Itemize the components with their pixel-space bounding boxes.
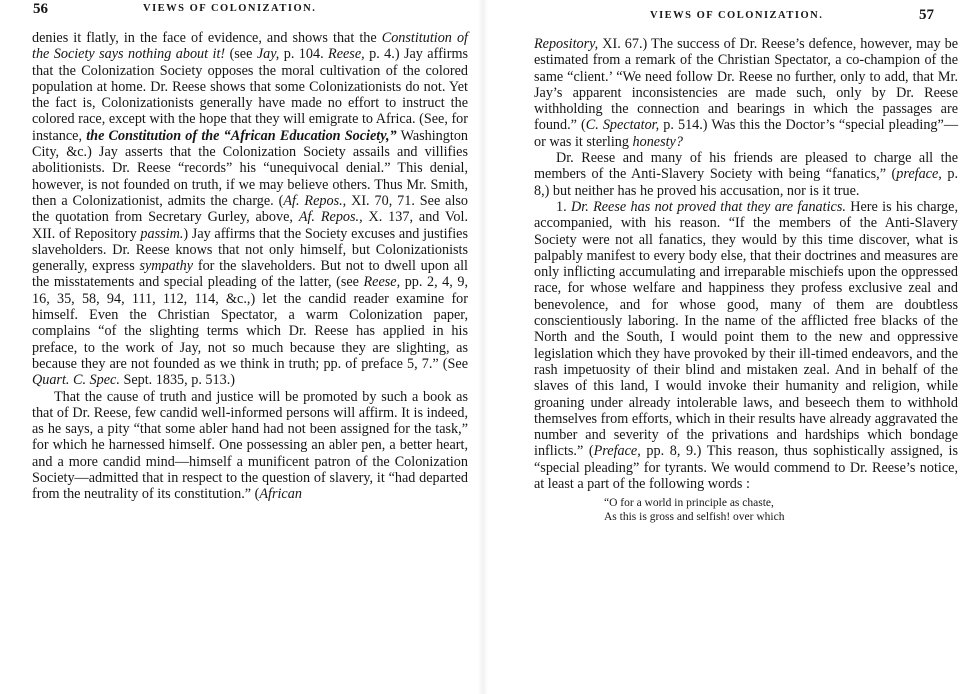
verse-quote bbox=[604, 496, 958, 524]
right-page-body bbox=[534, 36, 958, 524]
page-number: 56 bbox=[33, 1, 48, 17]
left-page-header bbox=[0, 0, 480, 26]
paragraph: denies it flatly, in the face of evidence, and shows that the Constitution of the Society says nothing about it! (see Jay, p. 104. Reese, p. 4.) Jay affirms that the Colonization Society opposes the moral cultivation of the colored population at home. Dr. Reese shows that some Colonizationists do not. Yet the fact is, Colonizationists generally have made no effort to instruct the colored race, except with the hope that they will emigrate to Africa. (See, for instance, the Constitution of the “African Education Society,” Washington City, &c.) Jay asserts that the Colonization Society assails and villifies abolitionists. Dr. Reese “records” his “unequivocal denial.” This denial, however, is not founded on truth, if we may believe others. Thus Mr. Smith, then a Colonizationist, admits the charge. (Af. Repos., XI. 70, 71. See also the quotation from Secretary Gurley, above, Af. Repos., X. 137, and Vol. XII. of Repository passim.) Jay affirms that the Society excuses and justifies slaveholders. Dr. Reese knows that not only himself, but Colonizationists generally, express sympathy for the slaveholders. But not to dwell upon all the misstatements and special pleading of the latter, (see Reese, pp. 2, 4, 9, 16, 35, 58, 94, 111, 112, 114, &c.,) let the candid reader examine for himself. Even the Christian Spectator, a warm Colonization paper, complains “of the slighting terms which Dr. Reese has applied in his preface, to the work of Jay, not so much because they are slighting, as because they are not founded as we think in truth; pp. of preface 5, 7.” (See Quart. C. Spec. Sept. 1835, p. 513.) bbox=[32, 30, 469, 389]
left-page bbox=[0, 0, 480, 694]
paragraph: Repository, XI. 67.) The success of Dr. Reese’s defence, however, may be estimated from a remark of the Christian Spectator, a co-champion of the same “client.’ “We need follow Dr. Reese no further, only to add, that Mr. Jay’s apparent inconsistencies are made such, only by Dr. Reese withholding the connection and bearings in which the passages are found.” (C. Spectator, p. 514.) Was this the Doctor’s “special pleading”—or was it sterling honesty? bbox=[534, 36, 959, 150]
verse-line: “O for a world in principle as chaste, bbox=[604, 497, 774, 510]
gutter bbox=[478, 0, 488, 694]
left-page-body bbox=[32, 30, 468, 503]
right-page bbox=[490, 0, 980, 694]
paragraph: That the cause of truth and justice will be promoted by such a book as that of Dr. Reese, few candid well-informed persons will affirm. It is indeed, as he says, a pity “that some abler hand had not been assigned for the task,” for which he harnessed himself. One possessing an abler pen, a better heart, and a more candid mind—himself a munificent patron of the Colonization Society—admitted that in respect to the question of slavery, it “had departed from the neutrality of its constitution.” (African bbox=[32, 388, 468, 503]
verse-line: As this is gross and selfish! over which bbox=[604, 511, 785, 524]
running-head: VIEWS OF COLONIZATION. bbox=[650, 10, 824, 21]
right-page-header bbox=[490, 0, 980, 26]
paragraph: Dr. Reese and many of his friends are pleased to charge all the members of the Anti-Slavery Society with being “fanatics,” (preface, p. 8,) but neither has he proved his accusation, nor is it true. bbox=[534, 150, 959, 199]
page-number: 57 bbox=[919, 7, 934, 23]
running-head: VIEWS OF COLONIZATION. bbox=[143, 3, 317, 14]
paragraph: 1. Dr. Reese has not proved that they are fanatics. Here is his charge, accompanied, with his reason. “If the members of the Anti-Slavery Society were not all fanatics, they would by this time discover, what is palpably manifest to every body else, that their doctrines and measures are only inflicting accumulating and irreparable mischiefs upon the oppressed race, for whose welfare and happiness they profess exclusive zeal and benevolence, and for whose good, many of them are doubtless conscientiously laboring. In the name of the afflicted free blacks of the North and the South, I would point them to the new and oppressive legislation which they have provoked by their ill-timed endeavors, and the rash impetuosity of their blind and mistaken zeal. And in behalf of the slaves of this land, I would invoke their humanity and religion, while groaning under already intolerable laws, and beseech them to withhold themselves from efforts, which in their results have already aggravated the number and severity of the privations and hardships which bondage inflicts.” (Preface, pp. 8, 9.) This reason, thus sophistically assigned, is “special pleading” for tyrants. We would commend to Dr. Reese’s notice, at least a part of the following words : bbox=[534, 198, 958, 493]
